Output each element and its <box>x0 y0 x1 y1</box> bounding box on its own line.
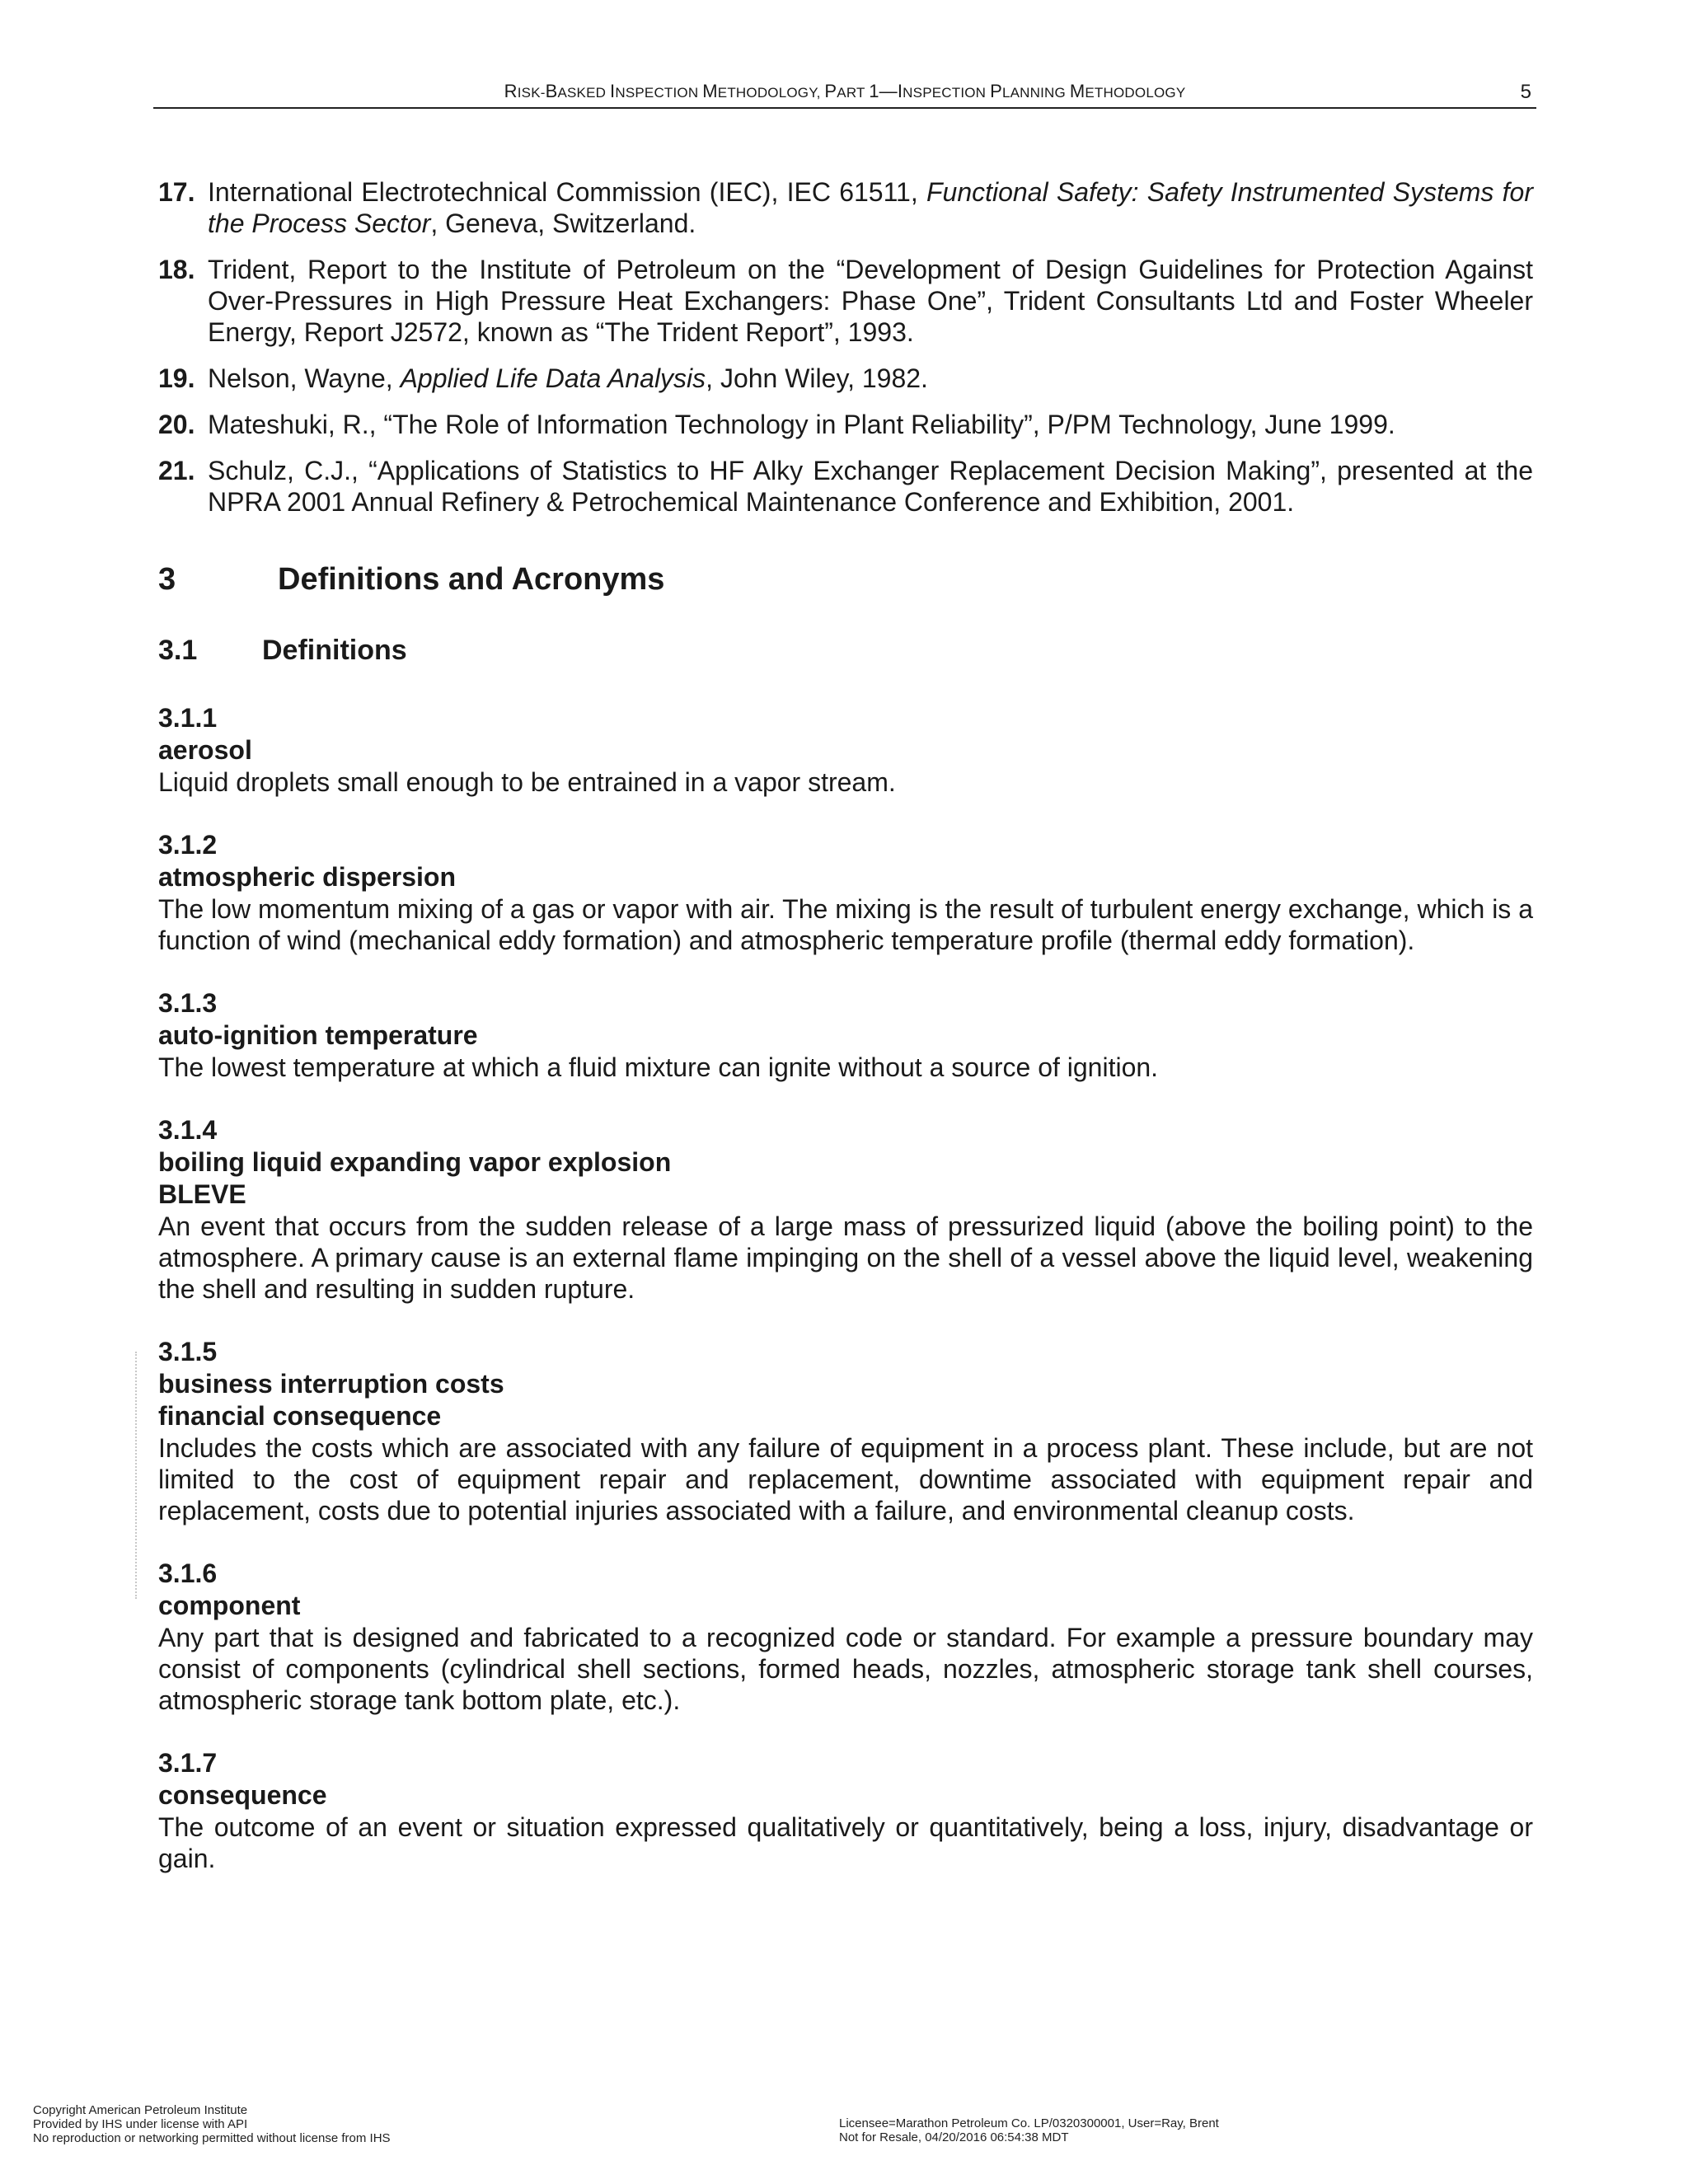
reference-item <box>158 409 1533 440</box>
footer-line: Copyright American Petroleum Institute <box>33 2103 248 2117</box>
reference-text: International Electrotechnical Commission (IEC), IEC 61511, <box>208 177 926 207</box>
title-cap: R <box>504 81 518 101</box>
definition-entry <box>158 1747 1533 1874</box>
definition-entry <box>158 1114 1533 1305</box>
definition-text: Any part that is designed and fabricated to a recognized code or standard. For example a pressure boundary may consist of components (cylindrical shell sections, formed heads, nozzles, atmospheric storage tank shell courses, atmospheric storage tank bottom plate, etc.). <box>158 1623 1533 1715</box>
reference-text: , John Wiley, 1982. <box>706 363 928 393</box>
subsection-title: Definitions <box>262 635 407 666</box>
reference-text: Mateshuki, R., “The Role of Information Technology in Plant Reliability”, P/PM Technology, June 1999. <box>208 410 1395 439</box>
reference-number: 20. <box>158 410 195 439</box>
title-cap: P <box>824 81 837 101</box>
title-cap: 1—I <box>869 81 903 101</box>
definition-number: 3.1.6 <box>158 1558 218 1588</box>
footer-line: Provided by IHS under license with API <box>33 2117 248 2131</box>
reference-item <box>158 176 1533 239</box>
reference-item <box>158 254 1533 348</box>
footer-line: No reproduction or networking permitted without license from IHS <box>33 2131 391 2145</box>
definition-term: component <box>158 1591 301 1620</box>
definition-text: The lowest temperature at which a fluid mixture can ignite without a source of ignition. <box>158 1052 1159 1082</box>
definition-term: financial consequence <box>158 1401 442 1431</box>
reference-number: 19. <box>158 363 195 393</box>
title-smallcaps: ISK- <box>517 85 546 101</box>
definition-term: BLEVE <box>158 1179 246 1209</box>
footer-copyright <box>33 2103 391 2145</box>
section-number: 3 <box>158 562 176 597</box>
footer-license <box>839 2116 1219 2144</box>
title-smallcaps: ETHODOLOGY, <box>717 85 825 101</box>
definition-number: 3.1.2 <box>158 830 218 860</box>
reference-item <box>158 363 1533 394</box>
title-cap: P <box>990 81 1002 101</box>
definition-term: business interruption costs <box>158 1369 504 1399</box>
definition-number: 3.1.7 <box>158 1748 218 1778</box>
definition-text: The low momentum mixing of a gas or vapor with air. The mixing is the result of turbulent energy exchange, which is a function of wind (mechanical eddy formation) and atmospheric temperature profile (thermal eddy formation). <box>158 894 1533 955</box>
section-heading-3 <box>158 562 664 598</box>
reference-text: , Geneva, Switzerland. <box>430 209 696 238</box>
definition-number: 3.1.4 <box>158 1115 218 1145</box>
title-cap: M <box>1069 81 1085 101</box>
definition-term: consequence <box>158 1780 327 1810</box>
reference-number: 17. <box>158 177 195 207</box>
title-smallcaps: ETHODOLOGY <box>1085 85 1186 101</box>
reference-number: 21. <box>158 456 195 485</box>
definition-entry <box>158 702 1533 798</box>
section-title: Definitions and Acronyms <box>278 562 665 597</box>
definition-number: 3.1.5 <box>158 1337 218 1366</box>
definition-entry <box>158 829 1533 956</box>
definition-entry <box>158 1558 1533 1716</box>
title-smallcaps: ASKED <box>557 85 611 101</box>
reference-title: Functional Safety: Safety Instrumented Systems for the Process Sector <box>208 177 1534 238</box>
title-smallcaps: LANNING <box>1001 85 1070 101</box>
page-header <box>153 79 1536 109</box>
definition-entry <box>158 987 1533 1083</box>
title-cap: I <box>610 81 616 101</box>
margin-watermark <box>135 1352 140 1599</box>
definition-entry <box>158 1336 1533 1526</box>
reference-text: Nelson, Wayne, <box>208 363 401 393</box>
definition-term: aerosol <box>158 735 252 765</box>
definition-number: 3.1.3 <box>158 988 218 1018</box>
definition-term: boiling liquid expanding vapor explosion <box>158 1147 672 1177</box>
definition-term: atmospheric dispersion <box>158 862 456 892</box>
definition-text: The outcome of an event or situation expressed qualitatively or quantitatively, being a loss, injury, disadvantage or gain. <box>158 1812 1533 1873</box>
page-number: 5 <box>1520 81 1531 103</box>
title-smallcaps: ART <box>837 85 870 101</box>
reference-text: Schulz, C.J., “Applications of Statistics to HF Alky Exchanger Replacement Decision Making”, presented at the NPRA 2001 Annual Refinery & Petrochemical Maintenance Conference and Exhibition, 2001. <box>208 456 1533 517</box>
definition-text: An event that occurs from the sudden release of a large mass of pressurized liquid (above the boiling point) to the atmosphere. A primary cause is an external flame impinging on the shell of a vessel above the liquid level, weakening the shell and resulting in sudden rupture. <box>158 1212 1533 1304</box>
title-smallcaps: NSPECTION <box>903 85 991 101</box>
reference-title: Applied Life Data Analysis <box>400 363 706 393</box>
section-heading-3-1 <box>158 635 407 667</box>
reference-text: Trident, Report to the Institute of Petroleum on the “Development of Design Guidelines for Protection Against Over-Pressures in High Pressure Heat Exchangers: Phase One”, Trident Consultants Ltd and Foster Wheeler Energy, Report J2572, known as “The Trident Report”, 1993. <box>208 255 1533 347</box>
subsection-number: 3.1 <box>158 635 198 666</box>
reference-item <box>158 455 1533 518</box>
reference-number: 18. <box>158 255 195 284</box>
title-cap: B <box>545 81 558 101</box>
running-title <box>153 81 1536 102</box>
definitions-list <box>158 702 1533 1905</box>
footer-line: Not for Resale, 04/20/2016 06:54:38 MDT <box>839 2130 1069 2144</box>
definition-term: auto-ignition temperature <box>158 1020 478 1050</box>
reference-list <box>158 176 1533 532</box>
title-smallcaps: NSPECTION <box>615 85 703 101</box>
definition-text: Includes the costs which are associated with any failure of equipment in a process plant. These include, but are not limited to the cost of equipment repair and replacement, downtime associated with equipment repair and replacement, costs due to potential injuries associated with a failure, and environmental cleanup costs. <box>158 1433 1533 1526</box>
definition-number: 3.1.1 <box>158 703 218 733</box>
footer-line: Licensee=Marathon Petroleum Co. LP/0320300001, User=Ray, Brent <box>839 2116 1219 2130</box>
title-cap: M <box>702 81 718 101</box>
definition-text: Liquid droplets small enough to be entrained in a vapor stream. <box>158 767 896 797</box>
